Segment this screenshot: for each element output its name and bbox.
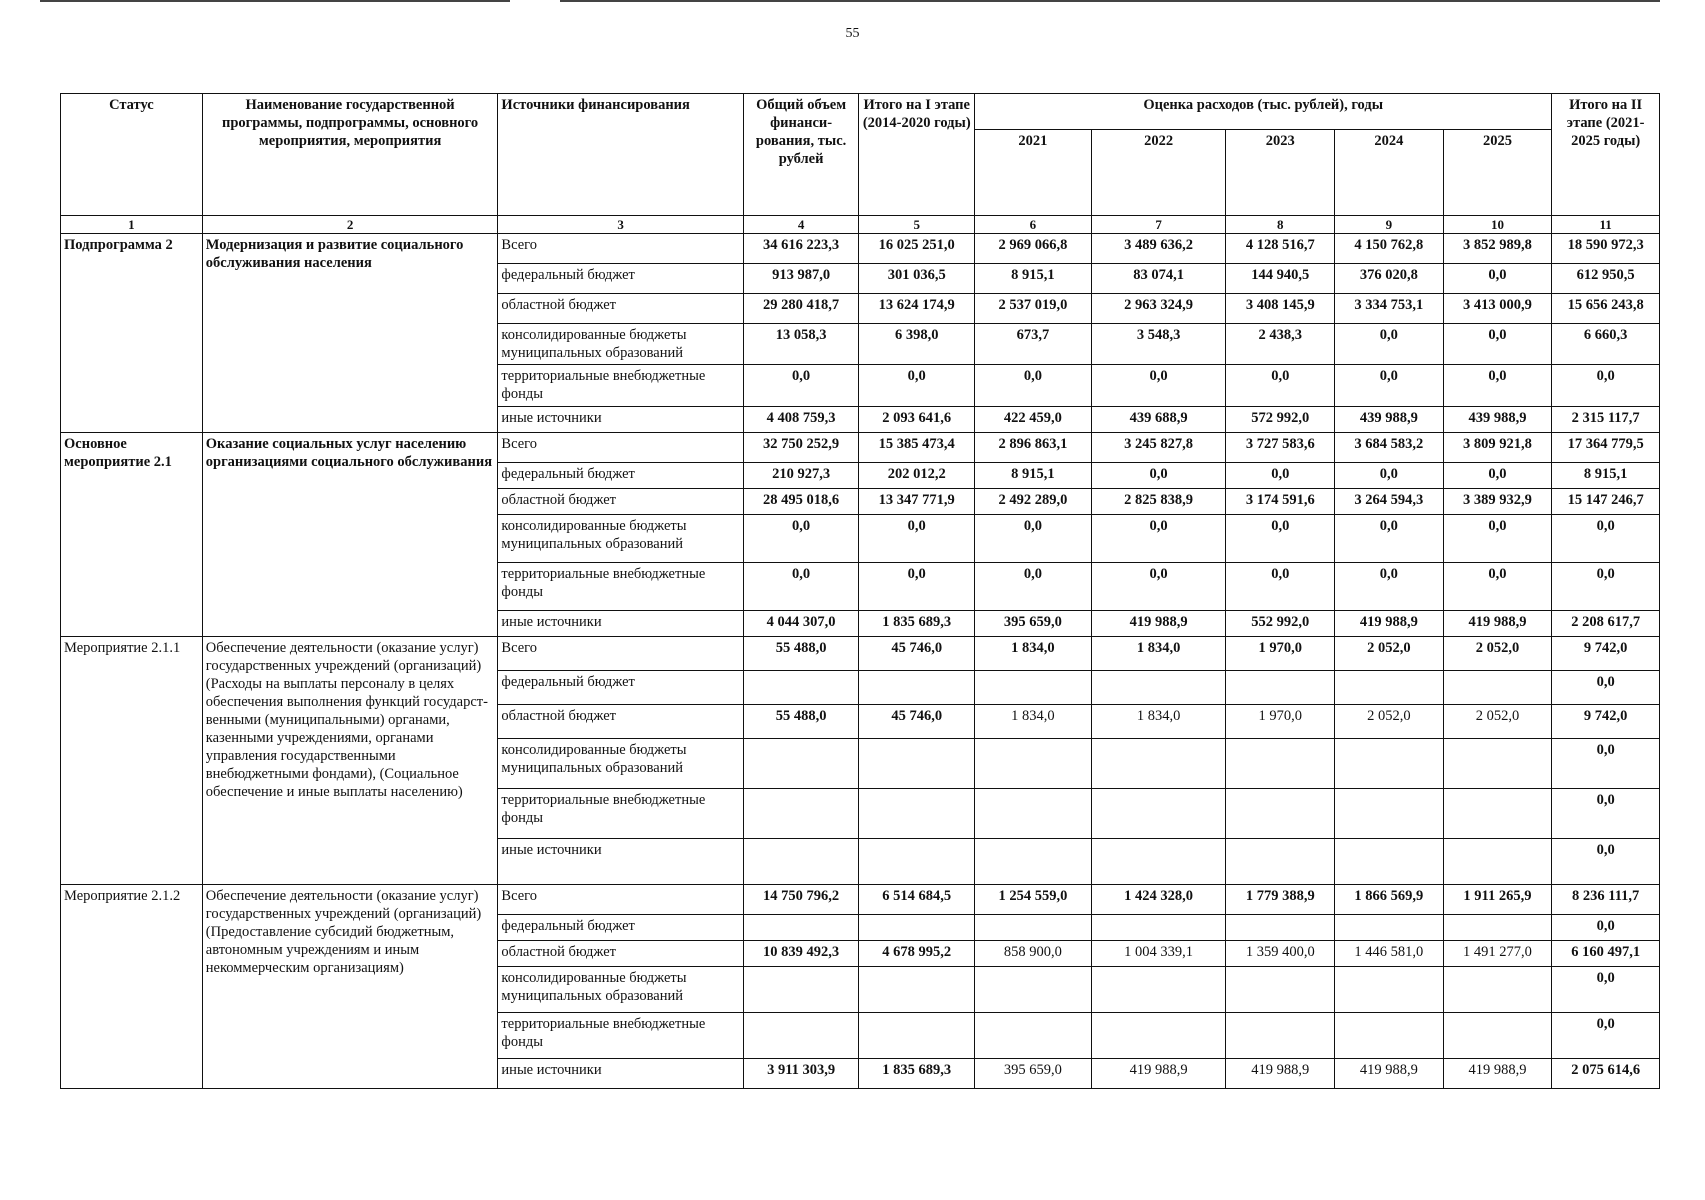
value-cell: 0,0 xyxy=(1091,515,1226,563)
value-cell: 0,0 xyxy=(1335,515,1444,563)
value-cell: 14 750 796,2 xyxy=(743,885,859,915)
value-cell: 2 052,0 xyxy=(1335,637,1444,671)
value-cell: 1 834,0 xyxy=(975,637,1092,671)
value-cell: 439 988,9 xyxy=(1443,407,1552,433)
column-number: 3 xyxy=(498,216,743,234)
column-number: 1 xyxy=(61,216,203,234)
header-year: 2024 xyxy=(1335,130,1444,216)
value-cell: 0,0 xyxy=(1443,463,1552,489)
value-cell xyxy=(1091,967,1226,1013)
table-row xyxy=(61,433,1660,463)
value-cell xyxy=(743,671,859,705)
funding-source-cell: иные источники xyxy=(498,611,743,637)
value-cell: 419 988,9 xyxy=(1091,1059,1226,1089)
funding-source-cell: иные источники xyxy=(498,407,743,433)
column-number: 6 xyxy=(975,216,1092,234)
value-cell: 419 988,9 xyxy=(1226,1059,1335,1089)
value-cell: 395 659,0 xyxy=(975,1059,1092,1089)
value-cell: 0,0 xyxy=(1552,671,1660,705)
value-cell: 376 020,8 xyxy=(1335,264,1444,294)
column-number: 8 xyxy=(1226,216,1335,234)
table-row xyxy=(61,637,1660,671)
value-cell: 0,0 xyxy=(1226,365,1335,407)
funding-source-cell: консолидированные бюджеты муниципальных образований xyxy=(498,739,743,789)
value-cell: 3 413 000,9 xyxy=(1443,294,1552,324)
value-cell: 0,0 xyxy=(1552,1013,1660,1059)
value-cell: 202 012,2 xyxy=(859,463,975,489)
value-cell xyxy=(1091,739,1226,789)
value-cell xyxy=(975,789,1092,839)
budget-table xyxy=(60,93,1660,1089)
funding-source-cell: федеральный бюджет xyxy=(498,264,743,294)
item-name-cell: Обеспечение деятельности (оказание услуг) государственных учреждений (организаций) (Предоставление субсидий бюджетным, автономным учреждениям и иным некоммерческим организациям) xyxy=(202,885,498,1089)
value-cell xyxy=(859,671,975,705)
value-cell: 2 537 019,0 xyxy=(975,294,1092,324)
value-cell: 1 424 328,0 xyxy=(1091,885,1226,915)
value-cell: 0,0 xyxy=(1552,365,1660,407)
value-cell: 1 004 339,1 xyxy=(1091,941,1226,967)
value-cell: 913 987,0 xyxy=(743,264,859,294)
page-number: 55 xyxy=(845,26,860,41)
value-cell: 0,0 xyxy=(1552,839,1660,885)
value-cell xyxy=(1335,789,1444,839)
value-cell xyxy=(1091,1013,1226,1059)
value-cell: 45 746,0 xyxy=(859,637,975,671)
value-cell: 0,0 xyxy=(975,563,1092,611)
scan-edge-line xyxy=(560,0,1660,2)
value-cell: 0,0 xyxy=(1552,739,1660,789)
funding-source-cell: консолидированные бюджеты муниципальных образований xyxy=(498,324,743,365)
funding-source-cell: территориальные внебюджетные фонды xyxy=(498,365,743,407)
value-cell: 439 988,9 xyxy=(1335,407,1444,433)
value-cell xyxy=(859,839,975,885)
value-cell: 6 660,3 xyxy=(1552,324,1660,365)
value-cell xyxy=(1443,739,1552,789)
value-cell: 29 280 418,7 xyxy=(743,294,859,324)
value-cell: 0,0 xyxy=(743,563,859,611)
value-cell: 1 491 277,0 xyxy=(1443,941,1552,967)
value-cell: 34 616 223,3 xyxy=(743,234,859,264)
item-name-cell: Обеспечение деятельности (оказание услуг) государственных учреждений (организаций) (Расходы на выплаты персоналу в целях обеспечения выполнения функций государст-венными (муниципальными) органами, казенными учреждениями, органами управления государственными внебюджетными фондами), (Социальное обеспечение и иные выплаты населению) xyxy=(202,637,498,885)
value-cell: 8 915,1 xyxy=(1552,463,1660,489)
funding-source-cell: консолидированные бюджеты муниципальных образований xyxy=(498,515,743,563)
value-cell: 0,0 xyxy=(975,515,1092,563)
value-cell: 0,0 xyxy=(1443,324,1552,365)
value-cell: 0,0 xyxy=(1091,563,1226,611)
value-cell: 55 488,0 xyxy=(743,637,859,671)
value-cell xyxy=(1226,789,1335,839)
value-cell: 1 866 569,9 xyxy=(1335,885,1444,915)
value-cell: 3 809 921,8 xyxy=(1443,433,1552,463)
value-cell xyxy=(859,789,975,839)
value-cell: 0,0 xyxy=(1335,563,1444,611)
value-cell: 3 264 594,3 xyxy=(1335,489,1444,515)
value-cell: 13 058,3 xyxy=(743,324,859,365)
value-cell xyxy=(743,789,859,839)
header-row xyxy=(61,94,1660,130)
value-cell: 0,0 xyxy=(1335,324,1444,365)
table-row xyxy=(61,234,1660,264)
value-cell xyxy=(1335,671,1444,705)
value-cell: 419 988,9 xyxy=(1443,611,1552,637)
value-cell: 2 052,0 xyxy=(1335,705,1444,739)
funding-source-cell: федеральный бюджет xyxy=(498,463,743,489)
value-cell: 4 044 307,0 xyxy=(743,611,859,637)
value-cell: 16 025 251,0 xyxy=(859,234,975,264)
funding-source-cell: иные источники xyxy=(498,839,743,885)
value-cell: 1 254 559,0 xyxy=(975,885,1092,915)
value-cell: 2 075 614,6 xyxy=(1552,1059,1660,1089)
value-cell xyxy=(743,915,859,941)
value-cell: 4 408 759,3 xyxy=(743,407,859,433)
header-year: 2025 xyxy=(1443,130,1552,216)
column-number-row xyxy=(61,216,1660,234)
value-cell: 1 834,0 xyxy=(1091,705,1226,739)
value-cell: 572 992,0 xyxy=(1226,407,1335,433)
value-cell: 0,0 xyxy=(1552,915,1660,941)
table-row xyxy=(61,885,1660,915)
value-cell xyxy=(1226,839,1335,885)
value-cell: 6 398,0 xyxy=(859,324,975,365)
funding-source-cell: областной бюджет xyxy=(498,294,743,324)
value-cell: 419 988,9 xyxy=(1091,611,1226,637)
header-stage1: Итого на I этапе (2014-2020 годы) xyxy=(859,94,975,216)
value-cell: 2 052,0 xyxy=(1443,637,1552,671)
value-cell xyxy=(975,839,1092,885)
header-stage2: Итого на II этапе (2021-2025 годы) xyxy=(1552,94,1660,216)
value-cell xyxy=(975,671,1092,705)
value-cell xyxy=(975,1013,1092,1059)
value-cell xyxy=(975,739,1092,789)
value-cell: 1 779 388,9 xyxy=(1226,885,1335,915)
value-cell: 4 128 516,7 xyxy=(1226,234,1335,264)
value-cell: 0,0 xyxy=(1226,463,1335,489)
value-cell xyxy=(859,739,975,789)
value-cell: 0,0 xyxy=(1091,463,1226,489)
value-cell: 1 359 400,0 xyxy=(1226,941,1335,967)
value-cell xyxy=(1335,967,1444,1013)
value-cell: 4 678 995,2 xyxy=(859,941,975,967)
header-source: Источники финансирования xyxy=(498,94,743,216)
value-cell: 1 835 689,3 xyxy=(859,611,975,637)
funding-source-cell: территориальные внебюджетные фонды xyxy=(498,1013,743,1059)
value-cell: 0,0 xyxy=(1226,515,1335,563)
value-cell xyxy=(859,1013,975,1059)
funding-source-cell: территориальные внебюджетные фонды xyxy=(498,563,743,611)
header-year: 2021 xyxy=(975,130,1092,216)
value-cell: 0,0 xyxy=(1091,365,1226,407)
value-cell: 0,0 xyxy=(1335,365,1444,407)
header-status: Статус xyxy=(61,94,203,216)
value-cell xyxy=(1335,839,1444,885)
value-cell: 15 147 246,7 xyxy=(1552,489,1660,515)
value-cell xyxy=(1226,915,1335,941)
status-cell: Подпрограмма 2 xyxy=(61,234,203,433)
value-cell: 422 459,0 xyxy=(975,407,1092,433)
status-cell: Мероприятие 2.1.2 xyxy=(61,885,203,1089)
value-cell: 419 988,9 xyxy=(1335,1059,1444,1089)
value-cell: 0,0 xyxy=(1443,563,1552,611)
value-cell xyxy=(1091,839,1226,885)
value-cell: 0,0 xyxy=(743,515,859,563)
value-cell: 419 988,9 xyxy=(1335,611,1444,637)
table-body xyxy=(61,234,1660,1089)
value-cell: 9 742,0 xyxy=(1552,705,1660,739)
funding-source-cell: федеральный бюджет xyxy=(498,671,743,705)
value-cell: 0,0 xyxy=(1552,967,1660,1013)
value-cell: 552 992,0 xyxy=(1226,611,1335,637)
value-cell xyxy=(1226,1013,1335,1059)
value-cell: 15 656 243,8 xyxy=(1552,294,1660,324)
funding-source-cell: областной бюджет xyxy=(498,941,743,967)
column-number: 5 xyxy=(859,216,975,234)
status-cell: Основное мероприятие 2.1 xyxy=(61,433,203,637)
value-cell: 3 489 636,2 xyxy=(1091,234,1226,264)
funding-source-cell: федеральный бюджет xyxy=(498,915,743,941)
item-name-cell: Оказание социальных услуг населению организациями социального обслуживания xyxy=(202,433,498,637)
funding-source-cell: Всего xyxy=(498,637,743,671)
value-cell: 2 093 641,6 xyxy=(859,407,975,433)
column-number: 9 xyxy=(1335,216,1444,234)
value-cell: 858 900,0 xyxy=(975,941,1092,967)
value-cell xyxy=(1443,671,1552,705)
value-cell xyxy=(1335,1013,1444,1059)
value-cell: 6 160 497,1 xyxy=(1552,941,1660,967)
value-cell xyxy=(1091,915,1226,941)
value-cell: 0,0 xyxy=(1443,515,1552,563)
value-cell: 0,0 xyxy=(1552,789,1660,839)
value-cell: 1 970,0 xyxy=(1226,705,1335,739)
value-cell xyxy=(975,915,1092,941)
value-cell: 0,0 xyxy=(975,365,1092,407)
value-cell: 83 074,1 xyxy=(1091,264,1226,294)
header-year: 2022 xyxy=(1091,130,1226,216)
value-cell: 0,0 xyxy=(1226,563,1335,611)
value-cell: 3 852 989,8 xyxy=(1443,234,1552,264)
value-cell xyxy=(1443,915,1552,941)
value-cell: 2 052,0 xyxy=(1443,705,1552,739)
value-cell: 13 624 174,9 xyxy=(859,294,975,324)
value-cell: 3 727 583,6 xyxy=(1226,433,1335,463)
status-cell: Мероприятие 2.1.1 xyxy=(61,637,203,885)
value-cell: 6 514 684,5 xyxy=(859,885,975,915)
value-cell: 28 495 018,6 xyxy=(743,489,859,515)
funding-source-cell: областной бюджет xyxy=(498,489,743,515)
value-cell: 0,0 xyxy=(859,563,975,611)
value-cell: 13 347 771,9 xyxy=(859,489,975,515)
value-cell: 210 927,3 xyxy=(743,463,859,489)
scan-edge-line xyxy=(40,0,510,2)
funding-source-cell: консолидированные бюджеты муниципальных образований xyxy=(498,967,743,1013)
value-cell: 144 940,5 xyxy=(1226,264,1335,294)
value-cell: 3 389 932,9 xyxy=(1443,489,1552,515)
value-cell: 0,0 xyxy=(1335,463,1444,489)
value-cell: 3 684 583,2 xyxy=(1335,433,1444,463)
item-name-cell: Модернизация и развитие социального обслуживания населения xyxy=(202,234,498,433)
value-cell: 2 896 863,1 xyxy=(975,433,1092,463)
value-cell: 419 988,9 xyxy=(1443,1059,1552,1089)
column-number: 7 xyxy=(1091,216,1226,234)
value-cell: 8 236 111,7 xyxy=(1552,885,1660,915)
value-cell: 3 911 303,9 xyxy=(743,1059,859,1089)
funding-source-cell: Всего xyxy=(498,885,743,915)
value-cell: 17 364 779,5 xyxy=(1552,433,1660,463)
value-cell xyxy=(743,967,859,1013)
value-cell xyxy=(743,839,859,885)
value-cell xyxy=(1335,739,1444,789)
value-cell: 0,0 xyxy=(859,515,975,563)
value-cell: 3 548,3 xyxy=(1091,324,1226,365)
funding-source-cell: территориальные внебюджетные фонды xyxy=(498,789,743,839)
value-cell xyxy=(975,967,1092,1013)
value-cell xyxy=(859,967,975,1013)
header-total: Общий объем финанси-рования, тыс. рублей xyxy=(743,94,859,216)
value-cell: 2 315 117,7 xyxy=(1552,407,1660,433)
value-cell: 3 245 827,8 xyxy=(1091,433,1226,463)
value-cell: 2 969 066,8 xyxy=(975,234,1092,264)
value-cell xyxy=(1443,967,1552,1013)
value-cell: 0,0 xyxy=(1443,264,1552,294)
value-cell: 439 688,9 xyxy=(1091,407,1226,433)
value-cell: 0,0 xyxy=(1443,365,1552,407)
value-cell: 673,7 xyxy=(975,324,1092,365)
value-cell: 15 385 473,4 xyxy=(859,433,975,463)
value-cell xyxy=(1226,671,1335,705)
value-cell: 2 825 838,9 xyxy=(1091,489,1226,515)
funding-source-cell: Всего xyxy=(498,433,743,463)
value-cell: 2 208 617,7 xyxy=(1552,611,1660,637)
value-cell xyxy=(1226,967,1335,1013)
value-cell: 2 438,3 xyxy=(1226,324,1335,365)
value-cell xyxy=(1443,839,1552,885)
value-cell: 4 150 762,8 xyxy=(1335,234,1444,264)
value-cell: 3 334 753,1 xyxy=(1335,294,1444,324)
value-cell: 10 839 492,3 xyxy=(743,941,859,967)
value-cell: 1 834,0 xyxy=(975,705,1092,739)
value-cell: 45 746,0 xyxy=(859,705,975,739)
value-cell xyxy=(859,915,975,941)
column-number: 2 xyxy=(202,216,498,234)
value-cell: 0,0 xyxy=(1552,515,1660,563)
value-cell xyxy=(1443,1013,1552,1059)
funding-source-cell: Всего xyxy=(498,234,743,264)
value-cell xyxy=(1091,789,1226,839)
column-number: 10 xyxy=(1443,216,1552,234)
funding-source-cell: областной бюджет xyxy=(498,705,743,739)
value-cell: 3 174 591,6 xyxy=(1226,489,1335,515)
value-cell: 8 915,1 xyxy=(975,264,1092,294)
value-cell: 0,0 xyxy=(743,365,859,407)
value-cell: 2 963 324,9 xyxy=(1091,294,1226,324)
value-cell: 395 659,0 xyxy=(975,611,1092,637)
value-cell xyxy=(743,1013,859,1059)
value-cell: 0,0 xyxy=(859,365,975,407)
value-cell xyxy=(1443,789,1552,839)
column-number: 11 xyxy=(1552,216,1660,234)
value-cell: 2 492 289,0 xyxy=(975,489,1092,515)
header-estimate: Оценка расходов (тыс. рублей), годы xyxy=(975,94,1552,130)
value-cell: 9 742,0 xyxy=(1552,637,1660,671)
funding-source-cell: иные источники xyxy=(498,1059,743,1089)
column-number: 4 xyxy=(743,216,859,234)
header-name: Наименование государственной программы, подпрограммы, основного мероприятия, мероприятия xyxy=(202,94,498,216)
value-cell: 1 911 265,9 xyxy=(1443,885,1552,915)
value-cell: 612 950,5 xyxy=(1552,264,1660,294)
value-cell: 32 750 252,9 xyxy=(743,433,859,463)
value-cell: 301 036,5 xyxy=(859,264,975,294)
value-cell xyxy=(1091,671,1226,705)
value-cell xyxy=(1226,739,1335,789)
value-cell xyxy=(1335,915,1444,941)
header-year: 2023 xyxy=(1226,130,1335,216)
value-cell: 1 970,0 xyxy=(1226,637,1335,671)
value-cell: 3 408 145,9 xyxy=(1226,294,1335,324)
value-cell: 0,0 xyxy=(1552,563,1660,611)
value-cell: 8 915,1 xyxy=(975,463,1092,489)
value-cell xyxy=(743,739,859,789)
value-cell: 1 446 581,0 xyxy=(1335,941,1444,967)
value-cell: 55 488,0 xyxy=(743,705,859,739)
value-cell: 18 590 972,3 xyxy=(1552,234,1660,264)
value-cell: 1 835 689,3 xyxy=(859,1059,975,1089)
value-cell: 1 834,0 xyxy=(1091,637,1226,671)
